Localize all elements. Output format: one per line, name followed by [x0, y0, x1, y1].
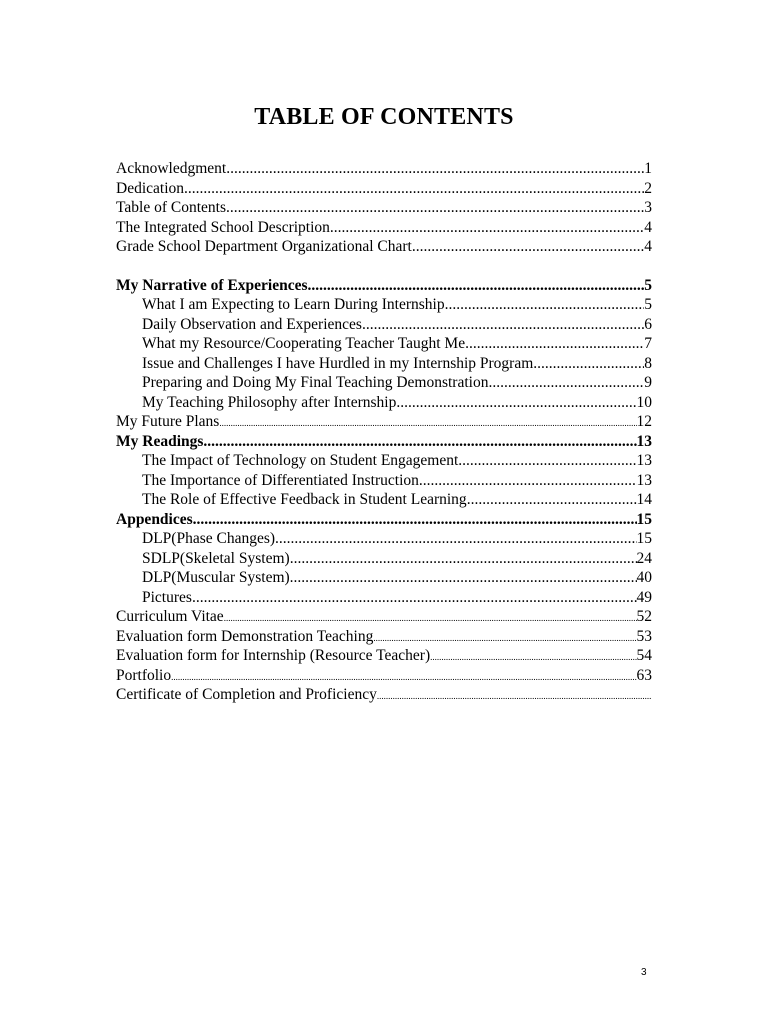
toc-entry-label: The Impact of Technology on Student Engagement — [142, 452, 459, 469]
toc-entry — [116, 510, 652, 530]
toc-entry-label: Pictures — [142, 588, 192, 606]
toc-entry-page-number: 49 — [636, 588, 652, 606]
toc-entry-label: Daily Observation and Experiences — [142, 315, 362, 333]
toc-entry-page-number: 15 — [636, 530, 652, 547]
toc-entry-label: Dedication — [116, 179, 185, 197]
dot-leader — [373, 634, 636, 643]
toc-entry — [116, 315, 652, 335]
dot-leader — [488, 373, 644, 393]
dot-leader — [193, 510, 637, 530]
toc-entry-label: Table of Contents — [116, 199, 226, 216]
toc-entry-label: Evaluation form for Internship (Resource Teacher) — [116, 647, 431, 664]
toc-entry — [116, 471, 652, 491]
toc-entry-page-number: 14 — [636, 491, 652, 508]
toc-entry-label: DLP(Muscular System) — [142, 569, 290, 586]
toc-entry-label: DLP(Phase Changes) — [142, 530, 276, 547]
dot-leader — [465, 334, 644, 354]
toc-entry-label: Preparing and Doing My Final Teaching Demonstration — [142, 374, 489, 391]
toc-entry — [116, 295, 652, 315]
dot-leader — [226, 198, 644, 218]
dot-leader — [171, 673, 636, 682]
dot-leader — [308, 276, 645, 296]
toc-entry — [116, 627, 652, 647]
toc-entry — [116, 334, 652, 354]
dot-leader — [533, 354, 644, 374]
toc-entry-label: Portfolio — [116, 666, 172, 684]
toc-entry-page-number: 13 — [636, 432, 652, 450]
toc-entry-page-number: 53 — [636, 627, 652, 645]
dot-leader — [458, 451, 636, 471]
toc-entry-page-number: 40 — [636, 569, 652, 586]
toc-entry — [116, 607, 652, 627]
dot-leader — [192, 588, 637, 608]
toc-entry — [116, 237, 652, 257]
toc-entry-label: The Importance of Differentiated Instruction — [142, 471, 419, 489]
toc-entry-label: Acknowledgment — [116, 160, 227, 177]
toc-entry — [116, 179, 652, 199]
toc-entry-page-number: 13 — [636, 471, 652, 489]
toc-entry — [116, 412, 652, 432]
dot-leader — [419, 471, 637, 491]
dot-leader — [290, 568, 637, 588]
toc-entry-label: What my Resource/Cooperating Teacher Taught Me — [142, 335, 466, 352]
toc-entry-page-number: 12 — [636, 413, 652, 430]
dot-leader — [396, 393, 636, 413]
toc-entry-page-number: 63 — [636, 666, 652, 684]
dot-leader — [362, 315, 644, 335]
toc-entry-label: My Readings — [116, 432, 204, 450]
toc-entry-page-number: 5 — [644, 296, 652, 313]
toc-entry — [116, 451, 652, 471]
toc-entry — [116, 568, 652, 588]
toc-entry-label: The Integrated School Description — [116, 218, 330, 236]
toc-entry — [116, 354, 652, 374]
toc-entry-label: My Narrative of Experiences — [116, 276, 308, 294]
toc-entry — [116, 276, 652, 296]
toc-entry — [116, 685, 652, 705]
toc-entry-label: Evaluation form Demonstration Teaching — [116, 627, 374, 645]
toc-entry-page-number: 15 — [636, 510, 652, 528]
toc-entry — [116, 373, 652, 393]
toc-entry-label: Appendices — [116, 510, 193, 528]
dot-leader — [430, 653, 636, 662]
toc-entry — [116, 159, 652, 179]
toc-entry-page-number: 4 — [644, 238, 652, 255]
dot-leader — [224, 614, 637, 623]
dot-leader — [219, 419, 636, 428]
toc-entry-label: My Future Plans — [116, 413, 220, 430]
toc-entry-label: My Teaching Philosophy after Internship — [142, 393, 397, 411]
toc-entry-page-number: 3 — [644, 199, 652, 216]
toc-entry-page-number: 5 — [644, 276, 652, 294]
toc-entry-label: SDLP(Skeletal System) — [142, 549, 290, 567]
dot-leader — [203, 432, 636, 452]
toc-entry-page-number: 8 — [644, 354, 652, 372]
toc-entry-page-number: 4 — [644, 218, 652, 236]
dot-leader — [226, 159, 644, 179]
dot-leader — [445, 295, 645, 315]
toc-entry — [116, 198, 652, 218]
dot-leader — [275, 529, 636, 549]
toc-entry — [116, 666, 652, 686]
toc-entry — [116, 393, 652, 413]
toc-entry-page-number: 10 — [636, 393, 652, 411]
toc-entry-page-number: 6 — [644, 315, 652, 333]
toc-entry — [116, 588, 652, 608]
toc-entry-page-number: 24 — [636, 549, 652, 567]
toc-entry-label: Grade School Department Organizational Chart — [116, 238, 412, 255]
page-number: 3 — [641, 967, 647, 978]
toc-entry-page-number: 1 — [644, 160, 652, 177]
toc-entry-page-number: 52 — [636, 608, 652, 625]
toc-entry-page-number: 2 — [644, 179, 652, 197]
toc-entry-label: Curriculum Vitae — [116, 608, 224, 625]
dot-leader — [184, 179, 644, 199]
dot-leader — [290, 549, 637, 569]
toc-entry — [116, 490, 652, 510]
toc-entry-page-number: 54 — [636, 647, 652, 664]
toc-entry-page-number: 13 — [636, 452, 652, 469]
page-title: TABLE OF CONTENTS — [254, 104, 514, 131]
toc-entry — [116, 549, 652, 569]
toc-entry-label: Issue and Challenges I have Hurdled in my Internship Program — [142, 354, 534, 372]
dot-leader — [467, 490, 637, 510]
toc-entry-label: What I am Expecting to Learn During Internship — [142, 296, 445, 313]
toc-entry — [116, 218, 652, 238]
dot-leader — [377, 692, 652, 701]
toc-entry-page-number: 7 — [644, 335, 652, 352]
toc-entry — [116, 432, 652, 452]
toc-entry — [116, 529, 652, 549]
toc-entry-page-number: 9 — [644, 374, 652, 391]
toc-entry-label: The Role of Effective Feedback in Student Learning — [142, 491, 467, 508]
dot-leader — [330, 218, 644, 238]
dot-leader — [412, 237, 644, 257]
toc-entry-label: Certificate of Completion and Proficiency — [116, 686, 377, 703]
section-spacer — [116, 257, 652, 276]
toc-entry — [116, 646, 652, 666]
table-of-contents — [116, 159, 652, 705]
